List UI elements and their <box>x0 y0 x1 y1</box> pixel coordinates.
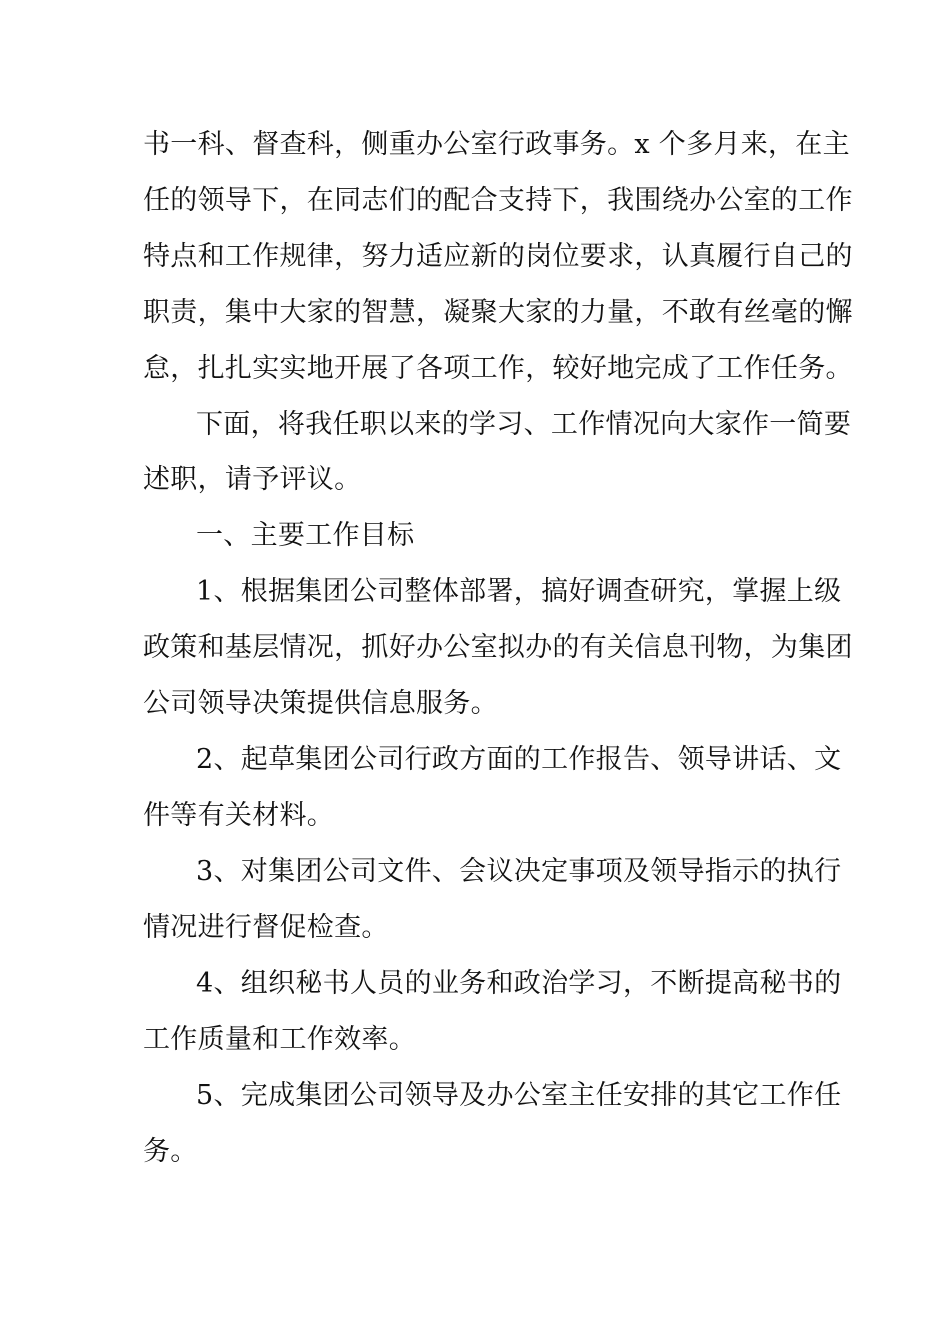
text-line: 怠，扎扎实实地开展了各项工作，较好地完成了工作任务。 <box>143 353 853 384</box>
text-line: 工作质量和工作效率。 <box>143 1024 416 1055</box>
section-heading: 一、主要工作目标 <box>196 520 415 551</box>
text-line: 政策和基层情况，抓好办公室拟办的有关信息刊物，为集团 <box>143 632 853 663</box>
text-line: 公司领导决策提供信息服务。 <box>143 688 498 719</box>
text-line: 任的领导下，在同志们的配合支持下，我围绕办公室的工作 <box>143 185 853 216</box>
text-line: 情况进行督促检查。 <box>143 912 389 943</box>
text-line: 书一科、督查科，侧重办公室行政事务。x 个多月来，在主 <box>143 129 850 160</box>
text-line: 1、根据集团公司整体部署，搞好调查研究，掌握上级 <box>196 576 842 607</box>
text-line: 特点和工作规律，努力适应新的岗位要求，认真履行自己的 <box>143 241 853 272</box>
text-line: 件等有关材料。 <box>143 800 335 831</box>
text-line: 3、对集团公司文件、会议决定事项及领导指示的执行 <box>196 856 842 887</box>
text-line: 述职，请予评议。 <box>143 464 362 495</box>
text-line: 职责，集中大家的智慧，凝聚大家的力量，不敢有丝毫的懈 <box>143 297 853 328</box>
text-line: 务。 <box>143 1136 198 1167</box>
text-line: 2、起草集团公司行政方面的工作报告、领导讲话、文 <box>196 744 842 775</box>
text-line: 5、完成集团公司领导及办公室主任安排的其它工作任 <box>196 1080 842 1111</box>
text-line: 4、组织秘书人员的业务和政治学习，不断提高秘书的 <box>196 968 842 999</box>
text-line: 下面，将我任职以来的学习、工作情况向大家作一简要 <box>196 409 852 440</box>
